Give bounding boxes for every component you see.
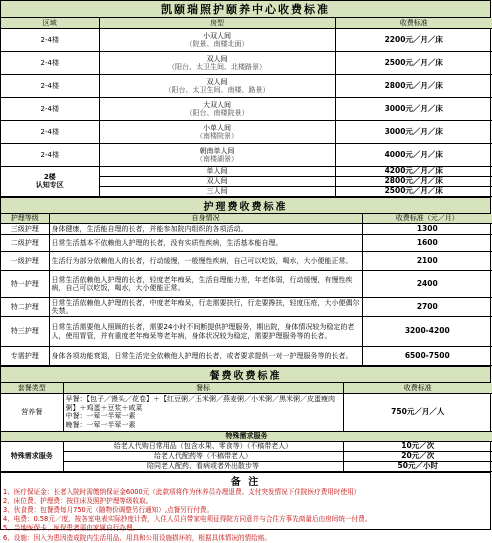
care-desc: 身体各项功能衰退，日常生活完全依赖他人护理的长者，或者要求提供一对一护理服务等的长者。 [49,347,362,366]
care-level: 三级护理 [1,224,49,235]
room-type-name: 小双人间 [203,31,231,40]
meal-line: 中餐：一荤一半荤一素 [65,412,136,420]
special-service-price: 20元／次 [343,451,492,461]
dementia-room-type: 双人间 [99,176,335,186]
dementia-room-price: 2500元／月／床 [335,186,492,196]
room-header-area: 区域 [1,18,99,28]
room-price: 3000元／月／床 [335,97,492,120]
dementia-room-row [1,166,492,176]
room-area: 2-4楼 [1,51,99,74]
room-fee-table [1,18,492,197]
care-price: 3200-4200 [362,317,492,347]
room-type-note: （阳台、太卫生间、南楼、路景） [164,85,270,94]
care-section-title: 护理费收费标准 [1,197,490,214]
care-price: 2100 [362,252,492,271]
care-row [1,224,492,235]
room-price: 2800元／月／床 [335,74,492,97]
care-row [1,298,492,317]
room-type [99,74,335,97]
room-type-name: 双人间 [206,77,228,86]
room-area: 2-4楼 [1,120,99,143]
room-row [1,28,492,51]
care-desc: 日常生活依赖他人护理的长者，轻度老年痴呆，生活自理能力差，年老体弱，行动缓慢，有慢性疾病，自己可以吃饭，喝水，大小便能正常。 [49,271,362,298]
room-area: 2-4楼 [1,74,99,97]
meal-header-type: 套餐类型 [1,383,63,393]
care-row [1,347,492,366]
care-row [1,235,492,252]
care-level: 特二护理 [1,298,49,317]
dementia-room-price: 4200元／月／床 [335,166,492,176]
meal-header-desc: 餐标 [63,383,343,393]
care-fee-table [1,214,492,367]
care-row [1,252,492,271]
care-level: 二级护理 [1,235,49,252]
room-type [99,51,335,74]
room-price: 4000元／月／床 [335,143,492,166]
meal-line: 晚餐：一荤一半荤一素 [65,420,136,429]
room-area: 2-4楼 [1,143,99,166]
special-service-row [1,461,492,471]
care-row [1,317,492,347]
special-service-price: 10元／次 [343,441,492,451]
room-row [1,74,492,97]
room-row [1,97,492,120]
meal-line: 早餐：【包子／馒头／花卷】＋【红豆粥／玉米粥／燕麦粥／小米粥／黑米粥／皮蛋瘦肉粥】＋鸡蛋＋豆浆＋咸菜 [65,395,335,412]
meal-standard-desc [63,393,343,431]
special-service-header-row [1,431,492,441]
room-type-note: （阳台、太卫生间、北楼路景） [168,62,266,71]
meal-fee-table [1,383,492,472]
care-header-row [1,214,492,224]
special-service-row [1,441,492,451]
dementia-room-type: 三人间 [99,186,335,196]
note-line: 3、伙食费：包餐费每月750元（随物价调整另行通知）,点餐另行付费。 [3,505,214,514]
room-type-name: 双人间 [206,54,228,63]
room-type-name: 小单人间 [203,123,231,132]
care-level: 特一护理 [1,271,49,298]
room-type-note: （南楼湖景） [196,154,238,163]
meal-standard-price: 750元／月／人 [343,393,492,431]
page-title: 凯颐瑞照护颐养中心收费标准 [1,1,490,18]
room-area: 2-4楼 [1,28,99,51]
care-price: 1300 [362,224,492,235]
care-row [1,271,492,298]
special-service-desc: 给老人代配药等（不稿带老人） [63,451,343,461]
room-header-price: 收费标准 [335,18,492,28]
meal-standard-type: 营养餐 [1,393,63,431]
room-price: 2500元／月／床 [335,51,492,74]
special-service-type: 特殊需求服务 [1,441,63,471]
room-type-note: （南楼院景） [196,131,238,140]
care-price: 2400 [362,271,492,298]
room-type-note: （院景、南楼北面） [185,39,249,48]
care-desc: 日常生活依赖他人护理的长者，中度老年痴呆，行走需要扶行，行走要搀扶，轻度压疮，大小便偶尔失禁。 [49,298,362,317]
dementia-room-price: 2800元／月／床 [335,176,492,186]
care-header-level: 护理等级 [1,214,49,224]
note-line: 4、电费：0.58元／度，按各室电表实际抄度计费，入住人员自带家电须征得院方同意并与合住方事先商量后由房间统一付费。 [3,515,372,524]
note-line: 2、床位费、护理费：按住床及照护护理等级收取。 [3,496,153,505]
special-service-desc: 陪同老人配药、看病或者外出散步等 [63,461,343,471]
special-service-desc: 给老人代购日常用品（包含水果、零食等）（不稿带老人） [63,441,343,451]
room-type-name: 大双人间 [203,100,231,109]
meal-header-row [1,383,492,393]
room-price: 3000元／月／床 [335,120,492,143]
room-type-note: （阳台、南楼院景） [185,108,249,117]
meal-header-price: 收费标准 [343,383,492,393]
care-desc: 日常生活需要他人照顾的长者，需要24小时不间断提供护理服务，期出院，身体情况较为稳定的老人，使用胃管，并有重度老年痴呆等老年病，身体状况较为稳定，需要护理服务等的长者。 [49,317,362,347]
room-row [1,51,492,74]
care-price: 6500-7500 [362,347,492,366]
note-line: 5、当地医保卡、医保患者需由家属自行办理。 [3,524,140,533]
room-header-row [1,18,492,28]
notes-title: 备 注 [1,473,490,488]
dementia-room-type: 单人间 [99,166,335,176]
note-line: 1、医疗保证金：长者入院时需缴纳保证金6000元（此款项将作为休养员办理退费、支付突发情况下住院医疗费用时使用） [3,487,361,496]
care-desc: 生活行为部分依赖他人的长者，行动缓慢，一般慢性疾病，自己可以吃饭，喝水，大小便能正常。 [49,252,362,271]
note-line: 6、设施：因入为患因造成院内生活用品、用具和公用设施损坏的，根据具体情况的情给赔。 [3,533,271,542]
meal-standard-row [1,393,492,431]
room-area: 2-4楼 [1,97,99,120]
room-row [1,120,492,143]
room-type-name: 朝南单人间 [199,146,235,155]
room-header-type: 房型 [99,18,335,28]
room-type [99,97,335,120]
room-type [99,143,335,166]
room-price: 2200元／月／床 [335,28,492,51]
meal-section-title: 餐费收费标准 [1,366,490,383]
dementia-area: 2楼 认知专区 [1,166,99,196]
notes-box [1,472,490,543]
care-level: 一级护理 [1,252,49,271]
care-header-desc: 自身情况 [49,214,362,224]
special-service-header: 特殊需求服务 [1,431,492,441]
care-price: 2700 [362,298,492,317]
care-desc: 日常生活基本不依赖他人护理的长者，没有实质性疾病，生活基本能自理。 [49,235,362,252]
special-service-price: 50元／小时 [343,461,492,471]
care-level: 专需护理 [1,347,49,366]
care-header-price: 收费标准（元／月） [362,214,492,224]
room-type [99,120,335,143]
care-desc: 身体健康，生活能自理的长者，并能参加院内组织的各项活动。 [49,224,362,235]
care-level: 特三护理 [1,317,49,347]
room-type [99,28,335,51]
room-row [1,143,492,166]
special-service-row [1,451,492,461]
care-price: 1600 [362,235,492,252]
